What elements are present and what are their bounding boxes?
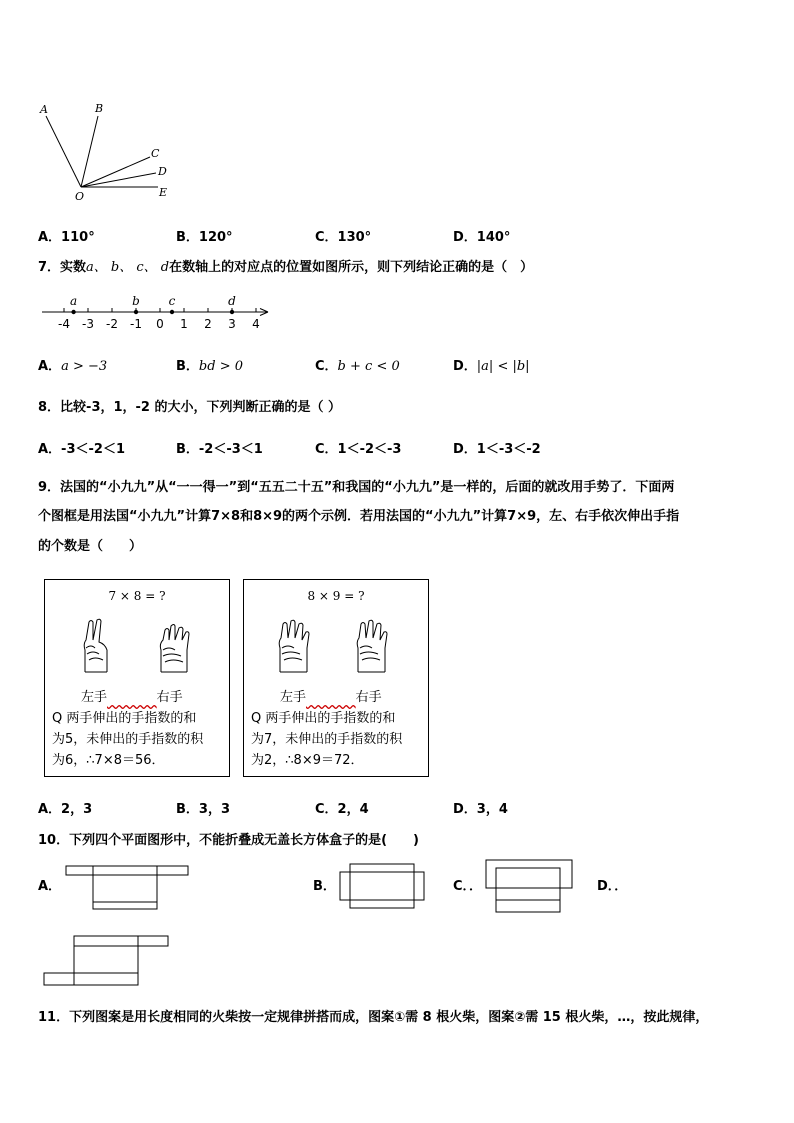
q7-stem-prefix: 7．实数 — [38, 260, 87, 275]
q6-option-a[interactable]: A．110° — [38, 230, 95, 245]
q7-option-b-expr: bd > 0 — [198, 359, 243, 374]
point-label-c: c — [168, 294, 176, 308]
q7-option-a-letter: A． — [38, 359, 62, 374]
net-figure-d — [42, 932, 172, 990]
q7-option-d-letter: D． — [453, 359, 477, 374]
q10-option-a-label[interactable]: A． — [38, 879, 62, 894]
box1-title: 7 × 8 = ? — [108, 589, 166, 603]
q7-stem — [38, 258, 533, 278]
q10-option-d-label[interactable]: D．． — [597, 879, 628, 894]
q8-option-c[interactable]: C．1＜-2＜-3 — [315, 442, 402, 457]
q9-option-b[interactable]: B．3，3 — [176, 802, 230, 817]
q11-stem: 11．下列图案是用长度相同的火柴按一定规律拼搭而成，图案①需 8 根火柴，图案②需 15 根火柴，…，按此规律， — [38, 1010, 709, 1025]
ray-OC — [81, 157, 150, 187]
example-box-7x8 — [44, 579, 230, 777]
example-box-8x9 — [243, 579, 429, 777]
box2-title: 8 × 9 = ? — [307, 589, 365, 603]
box1-line-1: Q 两手伸出的手指数的和 — [52, 711, 197, 726]
q8-option-d[interactable]: D．1＜-3＜-2 — [453, 442, 541, 457]
axis-tick-label: -1 — [130, 317, 142, 331]
axis-tick-label: 4 — [252, 317, 260, 331]
box2-wavy-separator — [306, 690, 356, 705]
box1-left-hand-label: 左手 — [81, 690, 108, 705]
axis-tick-label: -2 — [106, 317, 118, 331]
q7-stem-suffix: 在数轴上的对应点的位置如图所示，则下列结论正确的是（ ） — [169, 260, 534, 275]
ray-OD — [81, 173, 156, 187]
q10-option-b-label[interactable]: B． — [313, 879, 336, 894]
q9-option-c[interactable]: C．2，4 — [315, 802, 369, 817]
q7-option-b-letter: B． — [176, 359, 199, 374]
box1-wavy-separator — [107, 690, 157, 705]
point-c — [170, 310, 174, 314]
axis-tick-label: 3 — [228, 317, 236, 331]
q6-option-c[interactable]: C．130° — [315, 230, 372, 245]
box1-right-hand-label: 右手 — [156, 690, 183, 705]
q9-stem-line-3: 的个数是（ ） — [38, 539, 143, 554]
hand-left-icon — [274, 618, 314, 674]
q7-option-a[interactable] — [38, 357, 107, 377]
q8-stem: 8．比较-3，1，-2 的大小，下列判断正确的是（ ） — [38, 400, 342, 415]
box1-line-3: 为6，∴7×8＝56． — [52, 753, 165, 768]
q8-option-b[interactable]: B．-2＜-3＜1 — [176, 442, 263, 457]
q6-option-d[interactable]: D．140° — [453, 230, 511, 245]
point-b — [134, 310, 138, 314]
ray-OA — [46, 116, 81, 187]
label-E: E — [159, 186, 168, 199]
net-figure-a — [62, 864, 192, 914]
box2-line-1: Q 两手伸出的手指数的和 — [251, 711, 396, 726]
axis-tick-label: -4 — [58, 317, 70, 331]
q7-option-c[interactable] — [315, 357, 400, 377]
q10-option-c-label[interactable]: C．． — [453, 879, 483, 894]
q7-option-d-expr: |a| < |b| — [476, 359, 530, 374]
q9-stem-line-1: 9．法国的“小九九”从“一一得一”到“五五二十五”和我国的“小九九”是一样的，后面的就改用手势了．下面两 — [38, 480, 675, 495]
axis-tick-label: 2 — [204, 317, 212, 331]
box2-left-hand-label: 左手 — [280, 690, 307, 705]
axis-tick-label: 0 — [156, 317, 164, 331]
box2-line-3: 为2，∴8×9＝72． — [251, 753, 364, 768]
label-D: D — [158, 165, 167, 178]
box2-line-2: 为7，未伸出的手指数的积 — [251, 732, 403, 747]
angle-figure — [36, 100, 186, 205]
q7-option-b[interactable] — [176, 357, 243, 377]
number-line — [40, 290, 280, 335]
label-A: A — [40, 103, 48, 116]
label-C: C — [151, 147, 160, 160]
axis-tick-label: 1 — [180, 317, 188, 331]
q7-option-c-letter: C． — [315, 359, 338, 374]
point-a — [71, 310, 75, 314]
point-label-b: b — [132, 294, 140, 308]
hand-right-icon — [155, 622, 195, 674]
q7-option-c-expr: b + c < 0 — [337, 359, 400, 374]
axis-tick-label: -3 — [82, 317, 94, 331]
q9-stem-line-2: 个图框是用法国“小九九”计算7×8和8×9的两个示例．若用法国的“小九九”计算7×9，左、右手依次伸出手指 — [38, 509, 680, 524]
q10-stem: 10．下列四个平面图形中，不能折叠成无盖长方体盒子的是( ) — [38, 833, 419, 848]
net-figure-b — [336, 861, 430, 911]
box2-right-hand-label: 右手 — [355, 690, 382, 705]
net-figure-c — [482, 856, 578, 916]
q7-vars: a、 b、 c、 d — [86, 260, 170, 275]
q7-option-a-expr: a > −3 — [61, 359, 108, 374]
q9-option-d[interactable]: D．3，4 — [453, 802, 508, 817]
q8-option-a[interactable]: A．-3＜-2＜1 — [38, 442, 125, 457]
q7-option-d[interactable] — [453, 357, 530, 377]
hand-right-icon — [352, 618, 392, 674]
ray-OB — [81, 116, 98, 187]
q9-option-a[interactable]: A．2，3 — [38, 802, 93, 817]
q6-option-b[interactable]: B．120° — [176, 230, 233, 245]
point-label-d: d — [228, 294, 236, 308]
box1-line-2: 为5，未伸出的手指数的积 — [52, 732, 204, 747]
box2-hands-row — [280, 688, 382, 708]
point-d — [230, 310, 234, 314]
box1-hands-row — [81, 688, 183, 708]
label-O: O — [75, 190, 85, 203]
point-label-a: a — [70, 294, 78, 308]
hand-left-icon — [77, 618, 113, 674]
label-B: B — [95, 102, 104, 115]
